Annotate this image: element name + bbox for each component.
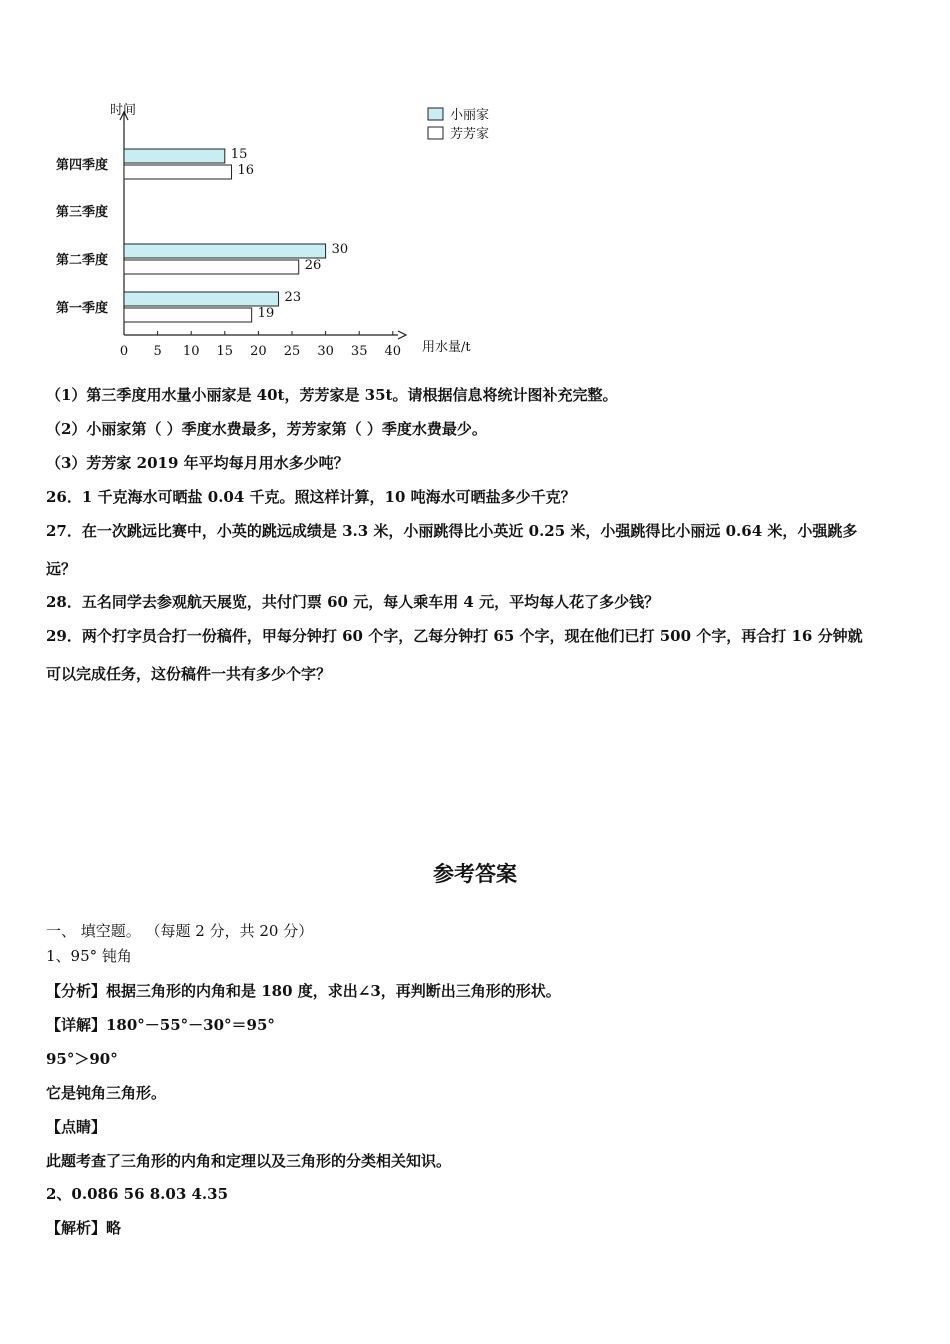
x-axis-arrow bbox=[398, 331, 406, 339]
bar bbox=[124, 308, 252, 322]
question-25-part-1: （1）第三季度用水量小丽家是 40t，芳芳家是 35t。请根据信息将统计图补充完整。 bbox=[46, 386, 618, 404]
bar-value-label: 23 bbox=[284, 290, 302, 305]
x-tick-label: 35 bbox=[350, 344, 368, 359]
legend-swatch bbox=[428, 127, 443, 139]
legend-label: 芳芳家 bbox=[450, 127, 490, 142]
answer-2-analysis: 【解析】略 bbox=[46, 1219, 122, 1237]
question-25-part-3: （3）芳芳家 2019 年平均每月用水多少吨？ bbox=[46, 454, 349, 472]
answer-1: 1、95° 钝角 bbox=[46, 947, 132, 965]
category-label: 第三季度 bbox=[56, 205, 109, 220]
x-axis-title: 用水量/t bbox=[422, 340, 471, 355]
x-tick-label: 40 bbox=[384, 344, 402, 359]
answer-1-detail: 【详解】180°－55°－30°＝95° bbox=[46, 1016, 275, 1034]
bar-value-label: 26 bbox=[304, 258, 322, 273]
answer-1-comment: 此题考查了三角形的内角和定理以及三角形的分类相关知识。 bbox=[46, 1152, 452, 1170]
x-tick-label: 5 bbox=[153, 344, 162, 359]
chart-labels bbox=[56, 102, 471, 359]
bar-value-label: 19 bbox=[257, 306, 275, 321]
bar-value-label: 16 bbox=[237, 163, 255, 178]
x-tick-label: 20 bbox=[250, 344, 267, 359]
bar-value-label: 15 bbox=[230, 147, 248, 162]
x-tick-label: 15 bbox=[216, 344, 234, 359]
question-29-line-1: 29．两个打字员合打一份稿件，甲每分钟打 60 个字，乙每分钟打 65 个字，现在他们已打 500 个字，再合打 16 分钟就 bbox=[46, 627, 863, 645]
x-tick-label: 10 bbox=[182, 344, 200, 359]
x-tick-label: 30 bbox=[317, 344, 334, 359]
bar bbox=[124, 260, 299, 274]
water-usage-bar-chart bbox=[40, 90, 520, 380]
answer-1-analysis: 【分析】根据三角形的内角和是 180 度，求出∠3，再判断出三角形的形状。 bbox=[46, 982, 561, 1000]
question-29-line-2: 可以完成任务，这份稿件一共有多少个字？ bbox=[46, 665, 332, 683]
question-28: 28．五名同学去参观航天展览，共付门票 60 元，每人乘车用 4 元，平均每人花了多少钱？ bbox=[46, 593, 660, 611]
question-27-line-1: 27．在一次跳远比赛中，小英的跳远成绩是 3.3 米，小丽跳得比小英近 0.25 米，小强跳得比小丽远 0.64 米，小强跳多 bbox=[46, 522, 858, 540]
question-26: 26．1 千克海水可晒盐 0.04 千克。照这样计算，10 吨海水可晒盐多少千克？ bbox=[46, 488, 576, 506]
category-label: 第四季度 bbox=[56, 158, 109, 173]
answer-1-conclusion: 它是钝角三角形。 bbox=[46, 1084, 167, 1102]
question-25-part-2: （2）小丽家第（ ）季度水费最多，芳芳家第（ ）季度水费最少。 bbox=[46, 420, 487, 438]
answer-key-title: 参考答案 bbox=[433, 862, 517, 886]
answer-1-comment-label: 【点睛】 bbox=[46, 1118, 107, 1136]
category-label: 第二季度 bbox=[56, 253, 109, 268]
bar bbox=[124, 244, 326, 258]
answer-1-compare: 95°＞90° bbox=[46, 1050, 118, 1068]
x-tick-label: 0 bbox=[119, 344, 129, 359]
bar bbox=[124, 165, 232, 179]
bar bbox=[124, 292, 279, 306]
answer-2: 2、0.086 56 8.03 4.35 bbox=[46, 1185, 229, 1203]
category-label: 第一季度 bbox=[56, 301, 109, 316]
section-heading: 一、 填空题。 （每题 2 分，共 20 分） bbox=[46, 922, 314, 940]
bar bbox=[124, 149, 225, 163]
question-27-line-2: 远？ bbox=[46, 560, 77, 578]
y-axis-title: 时间 bbox=[110, 103, 137, 118]
x-tick-label: 25 bbox=[283, 344, 301, 359]
legend-label: 小丽家 bbox=[450, 108, 490, 123]
chart-legend bbox=[428, 108, 489, 142]
bar-value-label: 30 bbox=[331, 242, 349, 257]
legend-swatch bbox=[428, 108, 443, 120]
